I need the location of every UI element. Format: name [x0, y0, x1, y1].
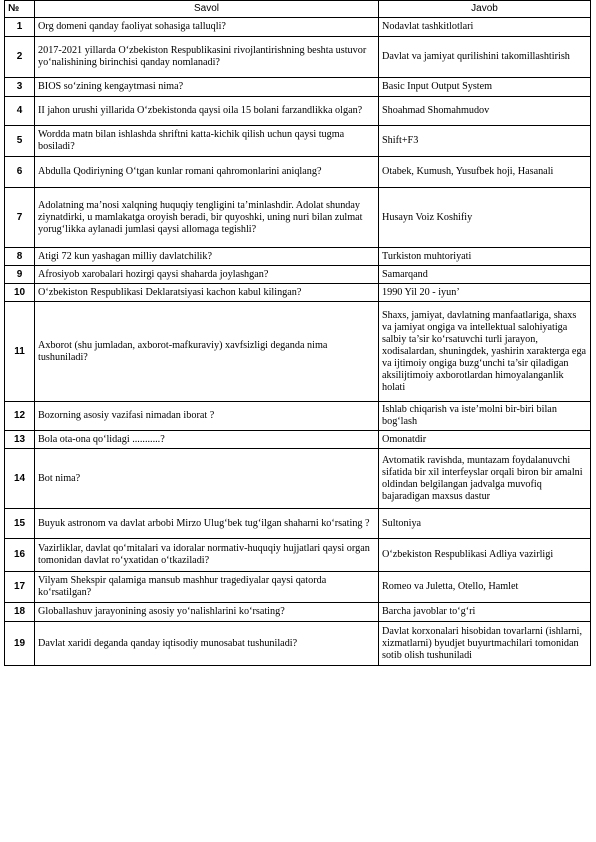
table-row [5, 157, 591, 188]
row-number: 5 [5, 126, 35, 157]
table-row [5, 603, 591, 622]
table-row [5, 539, 591, 572]
table-row [5, 18, 591, 37]
table-row [5, 188, 591, 248]
row-answer: 1990 Yil 20 - iyun’ [379, 284, 591, 302]
row-question: Bozorning asosiy vazifasi nimadan iborat ? [35, 402, 379, 431]
header-number: № [5, 1, 35, 18]
row-question: Buyuk astronom va davlat arbobi Mirzo Ulug‘bek tug‘ilgan shaharni ko‘rsating ? [35, 509, 379, 539]
table-row [5, 402, 591, 431]
table-row [5, 572, 591, 603]
row-question: Davlat xaridi deganda qanday iqtisodiy munosabat tushuniladi? [35, 622, 379, 666]
row-number: 6 [5, 157, 35, 188]
qa-table [4, 0, 591, 666]
row-question: Bola ota-ona qo‘lidagi ...........? [35, 431, 379, 449]
row-answer: Samarqand [379, 266, 591, 284]
row-question: Abdulla Qodiriyning O‘tgan kunlar romani qahromonlarini aniqlang? [35, 157, 379, 188]
row-answer: Davlat va jamiyat qurilishini takomillashtirish [379, 37, 591, 78]
row-answer: Davlat korxonalari hisobidan tovarlarni (ishlarni, xizmatlarni) byudjet buyurtmachilari tomonidan sotib olish tushuniladi [379, 622, 591, 666]
table-row [5, 622, 591, 666]
row-question: 2017-2021 yillarda O‘zbekiston Respublikasini rivojlantirishning beshta ustuvor yo‘nalishining birinchisi qanday nomlanadi? [35, 37, 379, 78]
row-number: 9 [5, 266, 35, 284]
row-number: 15 [5, 509, 35, 539]
row-number: 16 [5, 539, 35, 572]
row-answer: Avtomatik ravishda, muntazam foydalanuvchi sifatida bir xil interfeyslar orqali biron bir amalni oldindan belgilangan jadvalga muvofiq bajaradigan maxsus dastur [379, 449, 591, 509]
row-question: O‘zbekiston Respublikasi Deklaratsiyasi kachon kabul kilingan? [35, 284, 379, 302]
table-row [5, 284, 591, 302]
table-row [5, 266, 591, 284]
row-question: Org domeni qanday faoliyat sohasiga talluqli? [35, 18, 379, 37]
row-question: Vazirliklar, davlat qo‘mitalari va idoralar normativ-huquqiy hujjatlari qaysi organ tomonidan davlat ro‘yxatidan o‘tkaziladi? [35, 539, 379, 572]
table-row [5, 37, 591, 78]
row-number: 4 [5, 97, 35, 126]
table-row [5, 302, 591, 402]
row-answer: Shift+F3 [379, 126, 591, 157]
table-body [5, 18, 591, 666]
row-question: Adolatning ma’nosi xalqning huquqiy tengligini ta’minlashdir. Adolat shunday ziynatdirki, u mamlakatga oroyish beradi, bir quyoshki, uning nuri bilan zulmat yorug‘likka aylanadi jumlasi qaysi allomaga tegishli? [35, 188, 379, 248]
row-answer: O‘zbekiston Respublikasi Adliya vazirligi [379, 539, 591, 572]
table-row [5, 431, 591, 449]
row-number: 1 [5, 18, 35, 37]
row-number: 13 [5, 431, 35, 449]
row-number: 8 [5, 248, 35, 266]
row-number: 14 [5, 449, 35, 509]
row-question: Axborot (shu jumladan, axborot-mafkuraviy) xavfsizligi deganda nima tushuniladi? [35, 302, 379, 402]
row-question: Afrosiyob xarobalari hozirgi qaysi shaharda joylashgan? [35, 266, 379, 284]
table-row [5, 248, 591, 266]
row-question: II jahon urushi yillarida O‘zbekistonda qaysi oila 15 bolani farzandlikka olgan? [35, 97, 379, 126]
table-header-row [5, 1, 591, 18]
row-question: Vilyam Shekspir qalamiga mansub mashhur tragediyalar qaysi qatorda ko‘rsatilgan? [35, 572, 379, 603]
row-question: Atigi 72 kun yashagan milliy davlatchilik? [35, 248, 379, 266]
row-number: 19 [5, 622, 35, 666]
row-number: 12 [5, 402, 35, 431]
row-answer: Shaxs, jamiyat, davlatning manfaatlariga, shaxs va jamiyat ongiga va intellektual salohiyatiga salbiy ta’sir ko‘rsatuvchi turli jarayon, xodisalardan, shuningdek, yashirin xarakterga ega va ijtimoiy ongiga buzg‘unchi ta’sir qiladigan aksilijtimoiy axborotlardan himoyalanganlik holati [379, 302, 591, 402]
row-answer: Otabek, Kumush, Yusufbek hoji, Hasanali [379, 157, 591, 188]
row-question: Globallashuv jarayonining asosiy yo‘nalishlarini ko‘rsating? [35, 603, 379, 622]
table-row [5, 509, 591, 539]
row-question: BIOS so‘zining kengaytmasi nima? [35, 78, 379, 97]
row-answer: Turkiston muhtoriyati [379, 248, 591, 266]
row-answer: Husayn Voiz Koshifiy [379, 188, 591, 248]
row-answer: Shoahmad Shomahmudov [379, 97, 591, 126]
row-answer: Ishlab chiqarish va iste’molni bir-biri bilan bog‘lash [379, 402, 591, 431]
row-answer: Barcha javoblar to‘g‘ri [379, 603, 591, 622]
table-row [5, 126, 591, 157]
table-row [5, 449, 591, 509]
row-question: Bot nima? [35, 449, 379, 509]
row-answer: Omonatdir [379, 431, 591, 449]
row-answer: Romeo va Juletta, Otello, Hamlet [379, 572, 591, 603]
row-number: 17 [5, 572, 35, 603]
row-number: 10 [5, 284, 35, 302]
row-number: 3 [5, 78, 35, 97]
row-answer: Nodavlat tashkitlotlari [379, 18, 591, 37]
row-answer: Basic Input Output System [379, 78, 591, 97]
row-answer: Sultoniya [379, 509, 591, 539]
header-question: Savol [35, 1, 379, 18]
header-answer: Javob [379, 1, 591, 18]
table-row [5, 97, 591, 126]
row-number: 18 [5, 603, 35, 622]
table-row [5, 78, 591, 97]
row-number: 11 [5, 302, 35, 402]
row-number: 2 [5, 37, 35, 78]
row-question: Wordda matn bilan ishlashda shriftni katta-kichik qilish uchun qaysi tugma bosiladi? [35, 126, 379, 157]
row-number: 7 [5, 188, 35, 248]
